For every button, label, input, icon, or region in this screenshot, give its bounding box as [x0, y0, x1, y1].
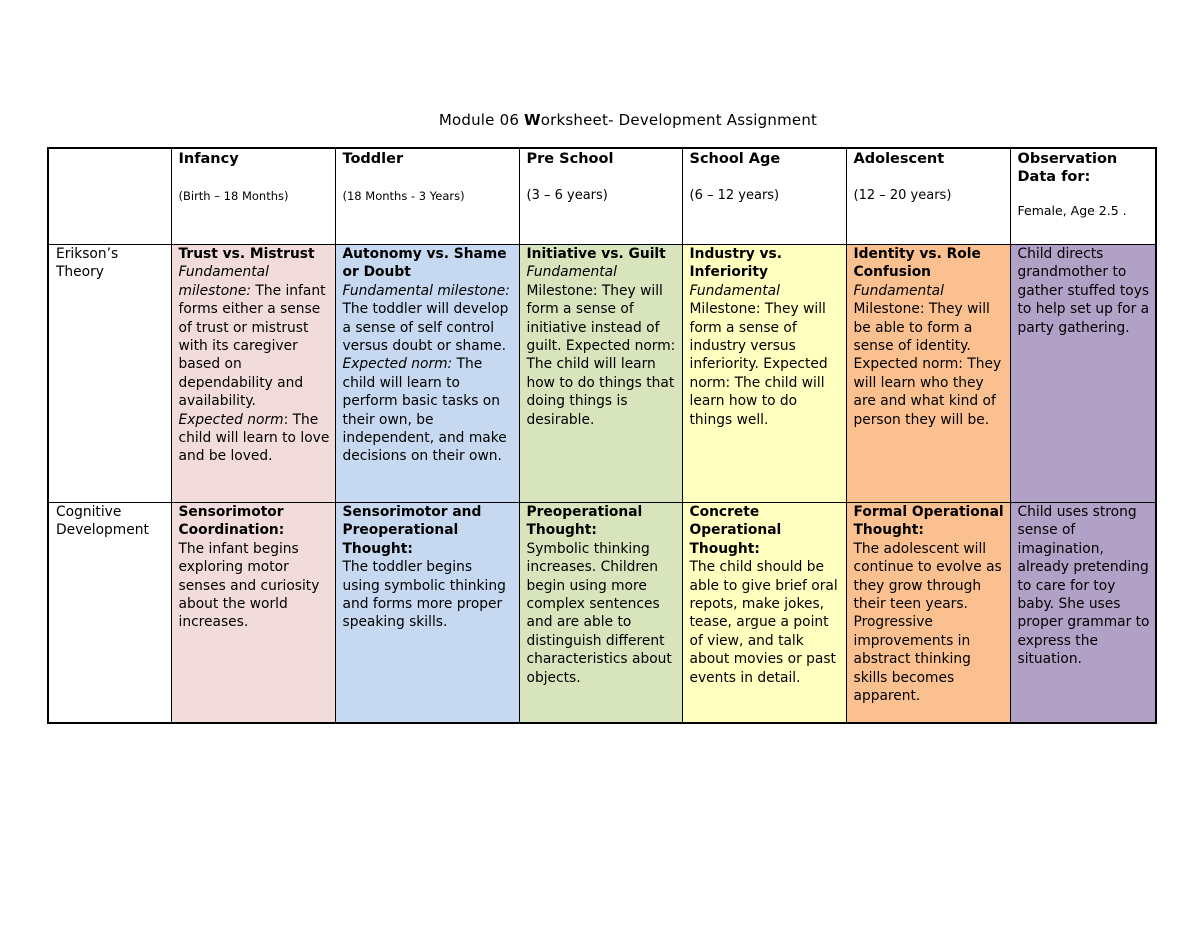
norm-text: : The child will learn to love and be loved.: [178, 411, 330, 465]
cognitive-row: [48, 503, 1156, 724]
stage-range: (3 – 6 years): [526, 188, 608, 203]
stage-range: (12 – 20 years): [853, 188, 952, 203]
header-schoolage: [682, 148, 846, 245]
cognitive-toddler-cell: [335, 503, 519, 724]
cell-title: Identity vs. Role Confusion: [853, 246, 981, 281]
title-bold-letter: W: [524, 111, 541, 129]
erikson-observation-cell: Child directs grandmother to gather stuffed toys to help set up for a party gathering.: [1010, 245, 1156, 503]
cell-body: The toddler begins using symbolic thinking and forms more proper speaking skills.: [342, 559, 506, 631]
header-infancy: [171, 148, 335, 245]
milestone-text: Milestone: They will be able to form a sense of identity. Expected norm: They will learn who they are and what kind of person they will be.: [853, 301, 1002, 428]
development-table: [47, 147, 1157, 724]
cell-body: [179, 263, 330, 410]
milestone-label: Fundamental milestone:: [342, 282, 510, 299]
cell-title: Concrete Operational Thought:: [689, 504, 782, 557]
header-observation: [1010, 148, 1156, 245]
header-adolescent: [846, 148, 1010, 245]
stage-range: (18 Months - 3 Years): [342, 189, 465, 203]
milestone-label: Fundamental: [853, 282, 944, 299]
title-part2: orksheet- Development Assignment: [540, 111, 818, 129]
stage-name: Infancy: [178, 151, 239, 167]
row-label-erikson: Erikson’s Theory: [48, 245, 171, 503]
header-toddler: [335, 148, 519, 245]
norm-label: Expected norm: [178, 411, 284, 428]
stage-range: (Birth – 18 Months): [178, 189, 289, 203]
milestone-text: The toddler will develop a sense of self control versus doubt or shame.: [342, 301, 509, 355]
header-preschool: [519, 148, 682, 245]
cognitive-observation-cell: Child uses strong sense of imagination, already pretending to care for toy baby. She uses proper grammar to express the situation.: [1010, 503, 1156, 724]
milestone-text: Milestone: They will form a sense of industry versus inferiority. Expected norm: The child will learn how to do things well.: [689, 301, 828, 428]
erikson-row: [48, 245, 1156, 503]
cognitive-adolescent-cell: [846, 503, 1010, 724]
cell-body: The adolescent will continue to evolve as they grow through their teen years. Progressive improvements in abstract thinking skills becomes apparent.: [853, 540, 1002, 705]
stage-name: School Age: [689, 151, 781, 167]
erikson-schoolage-cell: [682, 245, 846, 503]
milestone-label: Fundamental: [526, 264, 617, 281]
cell-title: Preoperational Thought:: [526, 504, 643, 539]
cell-title: Sensorimotor and Preoperational Thought:: [342, 504, 482, 557]
milestone-label: Fundamental milestone:: [178, 264, 269, 299]
cell-title: Industry vs. Inferiority: [689, 246, 783, 281]
erikson-adolescent-cell: [846, 245, 1010, 503]
stage-range: (6 – 12 years): [689, 188, 780, 203]
header-corner-cell: [48, 148, 171, 245]
milestone-text: Milestone: They will form a sense of initiative instead of guilt. Expected norm: The child will learn how to do things that doing things is desirable.: [526, 282, 676, 428]
observation-subject: Female, Age 2.5 .: [1017, 203, 1127, 218]
cell-title: Trust vs. Mistrust: [178, 246, 315, 262]
cognitive-infancy-cell: [171, 503, 335, 724]
milestone-text: The infant forms either a sense of trust or mistrust with its caregiver based on dependability and availability.: [178, 282, 326, 410]
cell-body: The infant begins exploring motor senses and curiosity about the world increases.: [178, 540, 320, 631]
row-label-cognitive: Cognitive Development: [48, 503, 171, 724]
observation-title: Observation Data for:: [1017, 151, 1118, 185]
stage-name: Pre School: [526, 151, 614, 167]
norm-text: The child will learn to perform basic tasks on their own, be independent, and make decisions on their own.: [342, 356, 507, 465]
cell-body: Symbolic thinking increases. Children begin using more complex sentences and are able to distinguish different characteristics about objects.: [526, 540, 672, 686]
document-title: [0, 111, 1200, 129]
cell-title: Formal Operational Thought:: [853, 504, 1004, 539]
cell-title: Sensorimotor Coordination:: [178, 504, 285, 539]
erikson-toddler-cell: [335, 245, 519, 503]
erikson-infancy-cell: [171, 245, 335, 503]
cell-title: Initiative vs. Guilt: [526, 246, 666, 262]
erikson-preschool-cell: [519, 245, 682, 503]
cognitive-preschool-cell: [519, 503, 682, 724]
header-row: [48, 148, 1156, 245]
stage-name: Adolescent: [853, 151, 945, 167]
cell-norm: [179, 411, 330, 466]
cognitive-schoolage-cell: [682, 503, 846, 724]
stage-name: Toddler: [342, 151, 404, 167]
cell-body: The child should be able to give brief oral repots, make jokes, tease, argue a point of view, and talk about movies or past events in detail.: [689, 559, 838, 686]
milestone-label: Fundamental: [689, 282, 780, 299]
norm-label: Expected norm:: [342, 356, 453, 373]
cell-title: Autonomy vs. Shame or Doubt: [342, 246, 507, 281]
title-part1: Module 06: [438, 111, 525, 129]
cell-body: [343, 282, 514, 466]
